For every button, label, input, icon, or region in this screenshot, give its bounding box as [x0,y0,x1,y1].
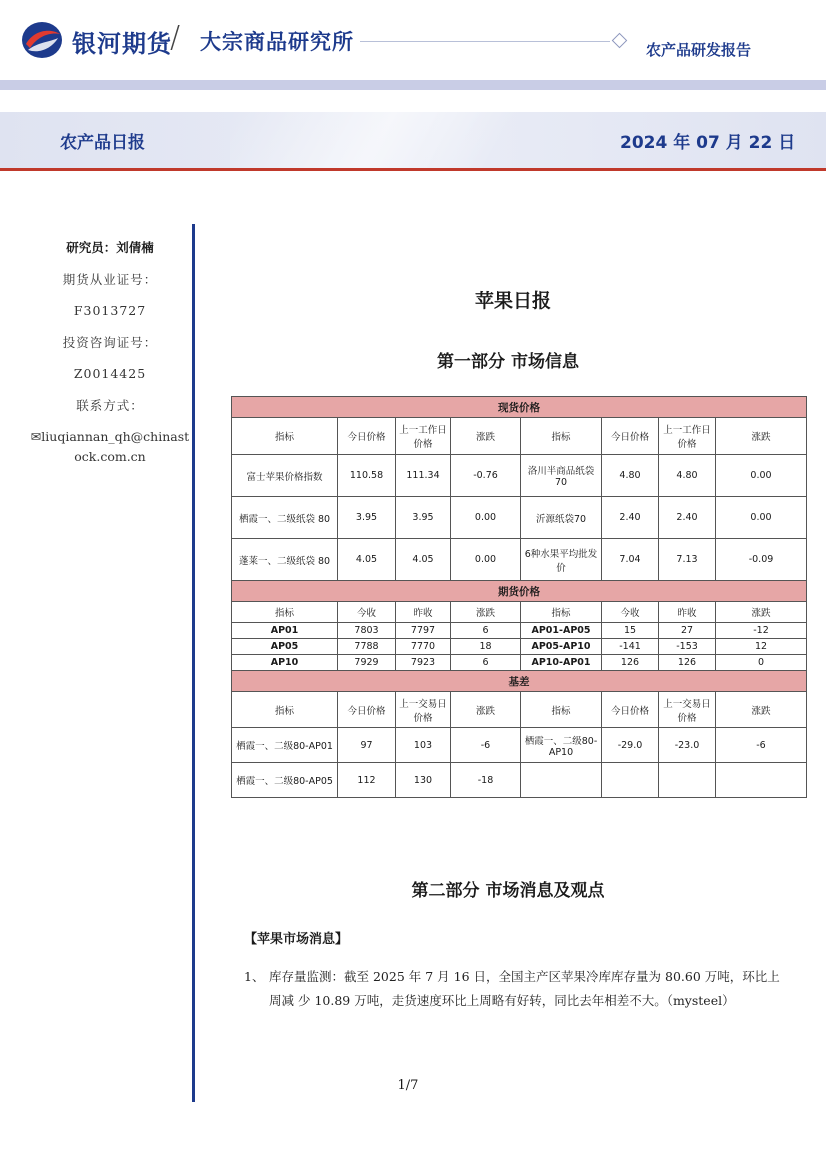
price-table [231,396,807,798]
email-block [30,427,190,467]
table-cell: 0.00 [451,539,521,581]
news-number: 1、 [244,969,265,984]
page-title: 苹果日报 [474,290,551,312]
table-cell: 蓬莱一、二级纸袋 80 [232,539,338,581]
table-cell: 栖霞一、二级80-AP01 [232,728,338,763]
institute-name: 大宗商品研究所 [200,30,354,54]
col-header: 涨跌 [451,418,521,455]
table-cell: 4.80 [602,455,659,497]
col-header: 上一交易日价格 [396,692,451,728]
table-cell: 126 [602,655,659,671]
section-title-market-info: 第一部分 市场信息 [437,352,579,372]
table-row [232,655,807,671]
col-header: 今日价格 [338,692,396,728]
table-cell: AP05-AP10 [521,639,602,655]
basis-header-row [232,692,807,728]
futures-cert-number: F3013727 [73,303,147,318]
col-header: 涨跌 [716,692,807,728]
col-header: 上一交易日价格 [659,692,716,728]
table-cell: -6 [451,728,521,763]
page-number: 1/7 [397,1078,419,1093]
header-rule [360,41,610,42]
mail-icon: ✉ [30,429,42,444]
table-cell: 3.95 [338,497,396,539]
spot-title: 现货价格 [232,397,807,418]
col-header: 今日价格 [338,418,396,455]
table-cell [602,763,659,798]
table-cell: -141 [602,639,659,655]
brand-name: 银河期货 [72,30,172,58]
banner-decoration [230,112,610,168]
table-cell: 6 [451,623,521,639]
table-cell: 130 [396,763,451,798]
basis-section-header [232,671,807,692]
news-text: 库存量监测：截至 2025 年 7 月 16 日，全国主产区苹果冷库库存量为 80.60 万吨，环比上周减 少 10.89 万吨，走货速度环比上周略有好转，同比去年相差不大。（mysteel） [269,969,780,1008]
col-header: 今日价格 [602,418,659,455]
table-row [232,455,807,497]
diamond-icon [612,33,628,49]
table-cell: 沂源纸袋70 [521,497,602,539]
table-cell: -29.0 [602,728,659,763]
col-header: 昨收 [659,602,716,623]
col-header: 涨跌 [716,602,807,623]
table-cell [716,763,807,798]
table-cell: 126 [659,655,716,671]
table-cell: -18 [451,763,521,798]
table-cell [659,763,716,798]
table-cell: -0.09 [716,539,807,581]
table-cell: 7788 [338,639,396,655]
table-row [232,763,807,798]
table-cell: 4.05 [338,539,396,581]
table-row [232,728,807,763]
table-cell: 112 [338,763,396,798]
table-cell: -12 [716,623,807,639]
consult-cert-label: 投资咨询证号： [62,335,158,350]
consult-cert-number: Z0014425 [73,366,147,381]
table-cell: 栖霞一、二级80-AP10 [521,728,602,763]
table-cell: 7.04 [602,539,659,581]
table-cell: 4.80 [659,455,716,497]
table-cell: 7.13 [659,539,716,581]
table-cell: 111.34 [396,455,451,497]
table-cell: 18 [451,639,521,655]
email-address[interactable]: liuqiannan_qh@chinastock.com.cn [41,429,190,464]
sidebar-divider [192,224,195,1102]
col-header: 指标 [521,602,602,623]
report-category: 农产品日报 [60,133,145,153]
table-cell: 103 [396,728,451,763]
report-type: 农产品研发报告 [646,41,752,59]
table-cell: AP10-AP01 [521,655,602,671]
col-header: 指标 [521,418,602,455]
table-cell: 7770 [396,639,451,655]
section-title-market-news: 第二部分 市场消息及观点 [411,881,605,901]
table-cell: 3.95 [396,497,451,539]
table-cell: -0.76 [451,455,521,497]
table-cell: 4.05 [396,539,451,581]
table-cell: 0.00 [716,497,807,539]
author-sidebar [30,238,190,467]
contact-label: 联系方式： [76,398,144,413]
col-header: 今日价格 [602,692,659,728]
table-cell: 洛川半商品纸袋70 [521,455,602,497]
researcher-name: 研究员：刘倩楠 [66,240,154,255]
table-cell: 7797 [396,623,451,639]
table-cell: 12 [716,639,807,655]
table-cell: AP05 [232,639,338,655]
table-cell: 0.00 [716,455,807,497]
table-row [232,539,807,581]
futures-title: 期货价格 [232,581,807,602]
table-cell: 6种水果平均批发价 [521,539,602,581]
report-header [0,0,826,84]
col-header: 上一工作日价格 [659,418,716,455]
table-cell: AP01 [232,623,338,639]
header-band [0,80,826,90]
table-cell: 2.40 [659,497,716,539]
table-cell: 栖霞一、二级纸袋 80 [232,497,338,539]
col-header: 指标 [232,418,338,455]
table-cell: 0.00 [451,497,521,539]
table-cell [521,763,602,798]
table-cell: 110.58 [338,455,396,497]
table-row [232,497,807,539]
table-row [232,639,807,655]
table-row [232,623,807,639]
futures-header-row [232,602,807,623]
banner-red-rule [0,168,826,171]
table-cell: 15 [602,623,659,639]
table-cell: AP10 [232,655,338,671]
table-cell: 97 [338,728,396,763]
futures-cert-label: 期货从业证号： [62,272,158,287]
table-cell: 7803 [338,623,396,639]
col-header: 涨跌 [716,418,807,455]
table-cell: 富士苹果价格指数 [232,455,338,497]
news-item [244,965,784,1013]
galaxy-logo-icon [20,20,64,60]
report-date: 2024 年 07 月 22 日 [620,133,796,153]
spot-section-header [232,397,807,418]
col-header: 指标 [232,692,338,728]
col-header: 涨跌 [451,602,521,623]
col-header: 涨跌 [451,692,521,728]
news-tag: 【苹果市场消息】 [244,932,349,947]
col-header: 指标 [232,602,338,623]
table-cell: -6 [716,728,807,763]
table-cell: -23.0 [659,728,716,763]
col-header: 今收 [602,602,659,623]
table-cell: -153 [659,639,716,655]
table-cell: 栖霞一、二级80-AP05 [232,763,338,798]
table-cell: 6 [451,655,521,671]
col-header: 昨收 [396,602,451,623]
table-cell: 0 [716,655,807,671]
spot-header-row [232,418,807,455]
col-header: 指标 [521,692,602,728]
table-cell: AP01-AP05 [521,623,602,639]
table-cell: 2.40 [602,497,659,539]
basis-title: 基差 [232,671,807,692]
header-divider: / [170,20,181,55]
table-cell: 7923 [396,655,451,671]
col-header: 今收 [338,602,396,623]
table-cell: 27 [659,623,716,639]
table-cell: 7929 [338,655,396,671]
futures-section-header [232,581,807,602]
col-header: 上一工作日价格 [396,418,451,455]
